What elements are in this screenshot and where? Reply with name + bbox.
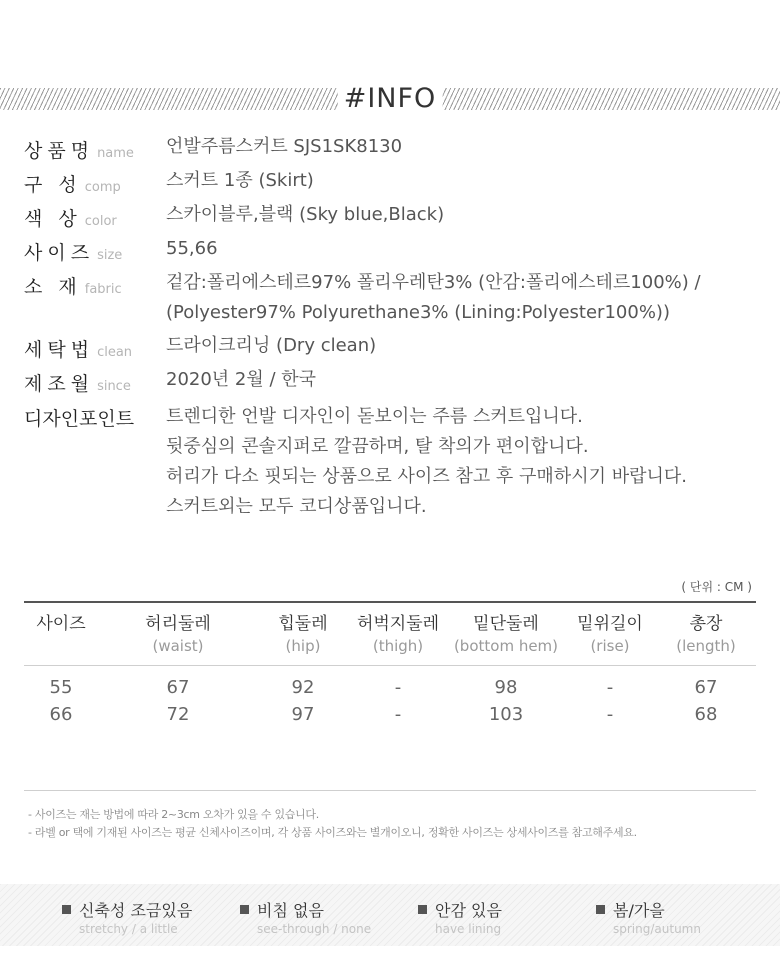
size-notes: [28, 806, 637, 842]
feature-sublabel: stretchy / a little: [79, 922, 178, 936]
table-cell: -: [394, 677, 402, 698]
table-cell: 92: [291, 677, 315, 698]
size-table: [24, 601, 756, 728]
size-unit: ( 단위 : CM ): [681, 580, 752, 594]
feature-lining: [418, 898, 502, 936]
info-label-en: name: [97, 146, 134, 161]
info-rows: [24, 136, 764, 403]
table-cell: 72: [166, 704, 190, 725]
info-row-comp: [24, 170, 764, 197]
feature-sublabel: have lining: [435, 922, 502, 936]
info-value: 스카이블루,블랙 (Sky blue,Black): [166, 204, 445, 225]
table-cell: 67: [166, 677, 190, 698]
table-header-cell: 힙둘레 (hip): [278, 614, 328, 655]
feature-seethrough: [240, 898, 371, 936]
table-cell: 55: [49, 677, 73, 698]
table-cell: 98: [494, 677, 518, 698]
info-value: 언발주름스커트 SJS1SK8130: [166, 136, 403, 157]
info-label: 제조월: [24, 373, 95, 395]
table-cell: -: [606, 677, 614, 698]
table-header-cell: 허벅지둘레 (thigh): [356, 614, 440, 655]
table-cell: 103: [488, 704, 524, 725]
design-point: [24, 404, 764, 522]
design-point-line: 스커트외는 모두 코디상품입니다.: [166, 496, 427, 517]
info-value-line: 겉감:폴리에스테르97% 폴리우레탄3% (안감:폴리에스테르100%) /: [166, 272, 701, 293]
feature-band: [0, 884, 780, 946]
info-label: 상품명: [24, 140, 95, 162]
table-cell: 67: [694, 677, 718, 698]
table-cell: 66: [49, 704, 73, 725]
feature-label: 봄/가을: [613, 901, 665, 920]
info-value: 55,66: [166, 238, 218, 259]
feature-season: [596, 898, 701, 936]
design-point-line: 허리가 다소 핏되는 상품으로 사이즈 참고 후 구매하시기 바랍니다.: [166, 466, 687, 487]
table-bottom-divider: [24, 790, 756, 791]
info-value: 스커트 1종 (Skirt): [166, 170, 314, 191]
feature-label: 안감 있음: [435, 901, 502, 920]
table-row: [24, 674, 756, 701]
feature-stretch: [62, 898, 192, 936]
square-bullet-icon: [596, 905, 605, 914]
design-point-line: 뒷중심의 콘솔지퍼로 깔끔하며, 탈 착의가 편이합니다.: [166, 436, 589, 457]
info-row-since: [24, 369, 764, 396]
info-row-fabric: [24, 272, 764, 328]
feature-sublabel: see-through / none: [257, 922, 372, 936]
info-label: 색 상: [24, 208, 82, 230]
info-label: 소 재: [24, 276, 82, 298]
info-label: 구 성: [24, 174, 82, 196]
table-header-cell: 밑위길이 (rise): [577, 614, 643, 655]
feature-sublabel: spring/autumn: [613, 922, 701, 936]
info-label-en: clean: [97, 345, 133, 360]
info-label-en: color: [84, 214, 117, 229]
design-point-text: [166, 402, 687, 522]
info-value-line: (Polyester97% Polyurethane3% (Lining:Polyester100%)): [166, 302, 670, 323]
design-point-line: 트렌디한 언발 디자인이 돋보이는 주름 스커트입니다.: [166, 406, 583, 427]
info-label-en: since: [97, 379, 131, 394]
info-label-en: comp: [84, 180, 121, 195]
square-bullet-icon: [418, 905, 427, 914]
feature-label: 신축성 조금있음: [79, 901, 193, 920]
info-label: 사이즈: [24, 242, 95, 264]
info-row-clean: [24, 335, 764, 362]
table-header-cell: 밑단둘레 (bottom hem): [453, 614, 559, 655]
info-row-size: [24, 238, 764, 265]
table-cell: -: [606, 704, 614, 725]
info-value: 2020년 2월 / 한국: [166, 369, 317, 390]
table-cell: -: [394, 704, 402, 725]
feature-label: 비침 없음: [257, 901, 324, 920]
info-label: 세탁법: [24, 339, 95, 361]
table-header-cell: 허리둘레 (waist): [145, 614, 211, 655]
size-table-header: [24, 603, 756, 666]
info-row-name: [24, 136, 764, 163]
note-line: - 사이즈는 재는 방법에 따라 2~3cm 오차가 있을 수 있습니다.: [28, 808, 319, 821]
table-cell: 68: [694, 704, 718, 725]
info-value: 드라이크리닝 (Dry clean): [166, 335, 377, 356]
design-point-label: 디자인포인트: [24, 408, 135, 430]
table-row: [24, 701, 756, 728]
square-bullet-icon: [240, 905, 249, 914]
info-label-en: fabric: [84, 282, 122, 297]
table-cell: 97: [291, 704, 315, 725]
section-title: #INFO: [338, 83, 443, 114]
info-label-en: size: [97, 248, 123, 263]
info-value: [166, 268, 701, 328]
size-table-body: [24, 666, 756, 728]
info-row-color: [24, 204, 764, 231]
note-line: - 라벨 or 택에 기재된 사이즈는 평균 신체사이즈이며, 각 상품 사이즈와는 별개이오니, 정확한 사이즈는 상세사이즈를 참고해주세요.: [28, 826, 637, 839]
table-header-cell: 총장 (length): [676, 614, 736, 655]
table-header-cell: 사이즈: [36, 614, 86, 634]
square-bullet-icon: [62, 905, 71, 914]
